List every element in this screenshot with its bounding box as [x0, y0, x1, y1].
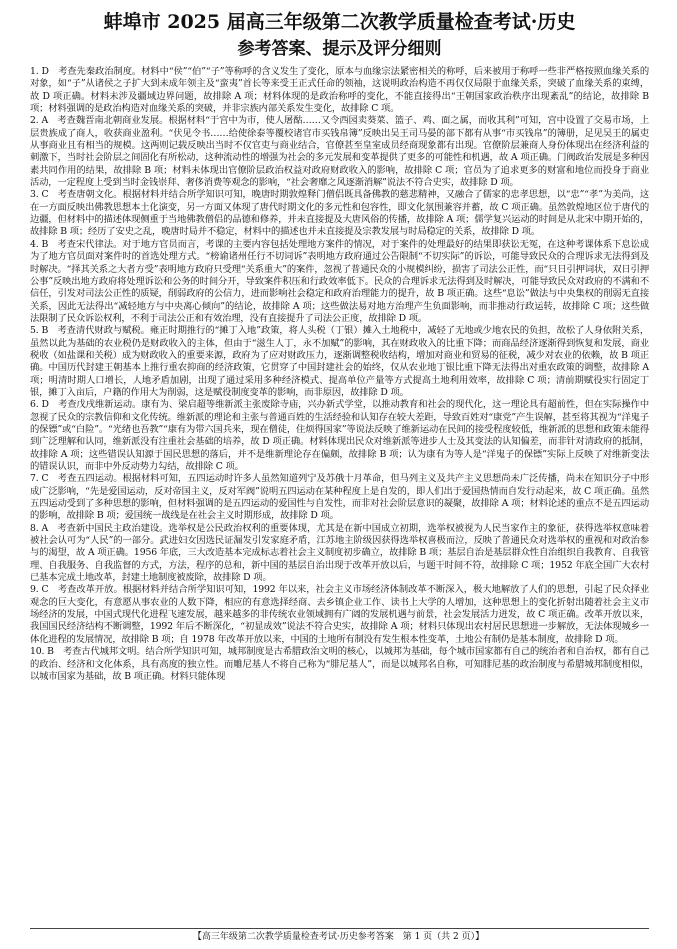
page-title: 蚌埠市 2025 届高三年级第二次教学质量检查考试·历史 [103, 11, 576, 33]
answer-item-3: 3. C 考查唐朝文化。根据材料并结合所学知识可知，晚唐时期敦煌释门僧侣既具备佛教的慈悲精神，又融合了儒家的忠孝思想，以“忠”“孝”为美尚，这在一方面反映出佛教思想本土化演变，另一方面又体现了唐代时期文化的多元性和包容性，即文化氛围兼容并蓄，故 C 项正确。虽然敦煌地区位于唐代的边疆，但材料中的描述体现侧重于当地佛教僧侣的品德和修养，并未直接提及大唐风俗的传播，故排除 A 项；儒学复兴运动的时间是从北宋中期开始的，故排除 B 项；经历了安史之乱，晚唐时局并不稳定，材料中的描述也并未直接提及宗教发展与时局稳定的关系，故排除 D 项。 [30, 189, 649, 238]
page-footer: 【高三年级第二次教学质量检查考试·历史参考答案 第 1 页（共 2 页）】 [192, 932, 485, 942]
answer-item-6: 6. D 考查戊戌维新运动。康有为、梁启超等维新派主张废除寺庙，兴办新式学堂，以推动教育和社会的现代化，这一理论具有超前性，但在实际操作中忽视了民众的宗教信仰和文化传统。维新派的理论和主张与普通百姓的生活经验和认知存在较大差距，导致百姓对“康党”产生误解，甚至将其视为“洋鬼子的保镖”或“白险”。“光绪也吾教”“康有为带六国兵来，现在僧徒，住烦得国家”等说法反映了维新运动在民间的接受程度较低，维新派的思想和政策未能得到广泛理解和认同，维新派没有注重社会基础的培养，故 D 项正确。材料体现出民众对维新派等进步人士及其变法的认知偏差，而非针对清政府的抵制，故排除 A 项；这些错误认知源于国民思想的落后，并不是维新理论存在偏颇，故排除 B 项；认为康有为等人是“洋鬼子的保镖”实际上反映了对维新变法的错误认识，而非中外反动势力勾结，故排除 C 项。 [30, 399, 649, 472]
answer-item-5: 5. B 考查清代财政与赋税。雍正时期推行的“摊丁入地”政策，将人头税（丁银）摊入土地税中，减轻了无地或少地农民的负担，故松了人身依附关系，虽然以此为基础的农业税仍是财政收入的主体，但由于“滋生人丁，永不加赋”的影响，其在财政收入的比重下降；而商品经济逐渐得到恢复和发展，商业税收（如盐课和关税）成为财政收入的重要来源，政府为了应对财政压力，逐渐调整税收结构，增加对商业和贸易的征税，减少对农业的依赖，故 B 项正确。中国历代封建王朝基本上推行重农抑商的经济政策，它贯穿了中国封建社会的始终，仅从农业地丁银比重下降无法得出对重农政策的调整，故排除 A 项；明清时期人口增长，人地矛盾加剧，出现了通过采用多种经济模式、提高单位产量等方式提高土地利用效率，故排除 C 项；清前期赋役实行固定丁银，摊丁入亩后，户籍的作用大为削弱，这是赋役制度变革的影响，而非原因，故排除 D 项。 [30, 325, 649, 398]
answer-item-7: 7. C 考查五四运动。根据材料可知，五四运动时许多人虽然知道列宁及苏俄十月革命，但马列主义及共产主义思想尚未广泛传播，尚未在知识分子中形成广泛影响，“先是爱国运动，反对帝国主义，反对军阀”说明五四运动在某种程度上是自发的，即人们出于爱国热情而自发行动起来，故 C 项正确。虽然五四运动受到了多种思想的影响，但材料强调的是五四运动的爱国性与自发性，而非对社会阶层意识的凝聚，故排除 A 项；材料论述的重点不是五四运动的影响，故排除 B 项；爱国统一战线是在社会主义时期形成，故排除 D 项。 [30, 473, 649, 522]
answer-item-8: 8. A 考查新中国民主政治建设。选举权是公民政治权利的重要体现，尤其是在新中国成立初期，选举权被视为人民当家作主的象征，获得选举权意味着被社会认可为“人民”的一部分。武进妇女因选民证漏发引发家庭矛盾，江苏地主阶级因获得选举权喜极而泣，反映了普通民众对选举权的重视和对政治参与的渴望，故 A 项正确。1956 年底，三大改造基本完成标志着社会主义制度初步确立，故排除 B 项；基层自治是基层群众性自治组织自我教育、自我管理、自我服务、自我监督的方式，方法，程序的总和，新中国的基层自治出现于改革开放以后，与题干时间不符，故排除 C 项；1952 年底全国广大农村已基本完成土地改革，封建土地制度被废除，故排除 D 项。 [30, 522, 649, 584]
answer-item-4: 4. B 考查宋代律法。对于地方官员而言，考课的主要内容包括处理地方案件的情况，对于案件的处理最好的结果即获讼无冤，在这种考课体系下息讼成为了地方官员面对案件时的首选处理方式。“榜谕诸州任行不切词诉”表明地方政府通过公告限制“不切实际”的诉讼，可能导致民众的合理诉求无法得到及时解决。“择其关系之大者方受”表明地方政府只受理“关系重大”的案件，忽视了普通民众的小规模纠纷，损害了司法公正性，而“只日引押词状，双日引押公事”反映出地方政府将处理诉讼和公务的时间分开，导致案件积压和行政效率低下。民众的合理诉求无法得到及时解决，可能导致民众对政府的不满和不信任，引发对司法公正性的质疑，削弱政府的公信力，进而影响社会稳定和政府治理能力的提升，故 B 项正确。这些“息讼”做法与中央集权的削弱无直接关系，因此无法得出“减轻地方与中央离心倾向”的结论，故排除 A 项；这些做法易对地方治理产生负面影响，而非推动行政运转，故排除 C 项；这些做法限制了民众诉讼权利，不利于司法公正和有效治理，没有直接提升了司法公正度，故排除 D 项。 [30, 238, 649, 324]
answer-item-2: 2. A 考查魏晋南北朝商业发展。根据材料“于宫中为市，使人屠酤……又令西园卖葵菜、篮子、鸡、面之属，而收其利”可知，宫中设置了交易市场，上层贵族成了商人，收获商业盈利。“伏见令书……给使徐泰等覆校诸官市买钱帛簿”反映出吴王司马晏的部下都有从事“市买钱帛”的簿册，足见吴王的属吏从事商业且有相当的规模。这两则记载反映出当时不仅官吏与商业结合，官僚甚至皇室成员经商现象都有出现。官僚阶层兼商人身份体现出在经济利益的刺激下，当时社会阶层之间固化有所松动，这种流动性的增强为社会的多元发展和变革提供了更多的可能性和机遇，故 A 项正确。门阀政治发展是多种因素共同作用的结果，故排除 B 项；材料未体现出官僚阶层政治权益对政府财政收入的影响，故排除 C 项；官员为了追求更多的财富和地位而投身于商业活动，一定程度上受到当时金钱崇拜、奢侈消费等观念的影响，“社会奢靡之风逐渐消解”说法不符合史实，故排除 D 项。 [30, 115, 649, 189]
page-subtitle: 参考答案、提示及评分细则 [237, 39, 442, 59]
answer-item-9: 9. C 考查改革开放。根据材料并结合所学知识可知，1992 年以来，社会主义市场经济体制改革不断深入，极大地解放了人们的思想，引起了民众择业观念的巨大变化，有意愿从事农业的人数下降，相应的有意选择经商、去乡镇企业工作、读书上大学的人增加，这种思想上的变化折射出随着社会主义市场经济的发展，中国式现代化进程飞速发展，越来越多的非传统农业领域拥有广阔的发展机遇与前景，社会发展活力迸发，故 C 项正确。改革开放以来，我国国民经济结构不断调整，1992 年后不断深化，“初显成效”说法不符合史实，故排除 A 项；材料只体现出农村居民思想进一步解放，无法体现城乡一体化进程的发展情况，故排除 B 项；自 1978 年改革开放以来，中国的土地所有制没有发生根本性变革，土地公有制仍是基本制度，故排除 D 项。 [30, 584, 649, 645]
answers-body [30, 66, 649, 683]
footer-divider [30, 928, 649, 929]
answer-item-10: 10. B 考查古代城邦文明。结合所学知识可知，城邦制度是古希腊政治文明的核心，以城邦为基础，每个城市国家都有自己的统治者和自治权，都有自己的政治、经济和文化体系，具有高度的独立性。而雕尼基人不将自己称为“腓尼基人”，而是以城邦名自称，可知腓尼基的政治制度与希腊城邦制度相似，以城市国家为基础，故 B 项正确。材料只能体现 [30, 646, 649, 682]
answer-item-1: 1. D 考查先秦政治制度。材料中“侯”“伯”“子”等称呼的含义发生了变化，原本与血缘宗法紧密相关的称呼，后来被用于称呼一些非严格按照血缘关系的对象，如“子”从诸侯之子扩大到未成年领主及“蛮夷”首长等来受王正式任命的领袖，这说明政治构造不再仅仅局限于血缘关系，突破了血缘关系的束缚，故 D 项正确。材料未涉及疆域边界问题，故排除 A 项；材料体现的是政治称呼的变化，不能直接得出“王朝国家政治秩序出现紊乱”的结论，故排除 B 项；材料强调的是政治构造对血缘关系的突破，并非宗族内部关系发生变化，故排除 C 项。 [30, 66, 649, 115]
